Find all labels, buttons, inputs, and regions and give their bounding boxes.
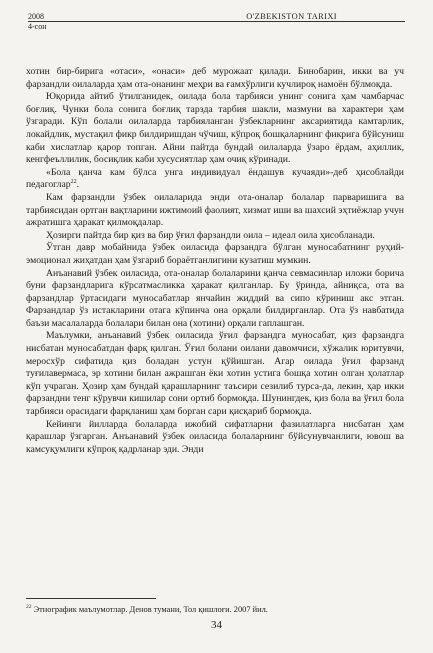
paragraph-8: Маълумки, анъанавий ўзбек оиласида ўғил фарзандга муносабат, қиз фарзандга нисбатан муносабатдан фарқ қилган. Ўғил болани оилани давомчиси, хўжалик юритувчи, мероcхўр сифатида қиз боладан устун қўйишган. Агар оилада ўғил фарзанд туғилавермаса, эр хотини билан ажрашган ёки хотин устига бошқа хотин олган ҳолатлар кўп учраган. Ҳозир ҳам бундай қарашларнинг таъсири сезилиб турса-да, лекин, ҳар икки фарзандни тенг кўрувчи кишилар сони ортиб бормоқда. Шунингдек, қиз бола ва ўғил бола тарбияси орасидаги фарқланиш ҳам борган сари қисқариб бормоқда. <box>26 330 404 418</box>
paragraph-5: Ҳозирги пайтда бир қиз ва бир ўғил фарзандли оила – идеал оила ҳисобланади. <box>46 229 375 241</box>
paragraph-1: хотин бир-бирига «отаси», «онаси» деб мурожаат қилади. Бинобарин, икки ва уч фарзандли оилаларда ҳам ота-онанинг меҳри ва ғамхўрлиги кучлироқ намоён бўлмоқда. <box>26 66 404 90</box>
header-journal-title: O'ZBEKISTON TARIXI <box>246 12 337 21</box>
paragraph-9: Кейинги йилларда болаларда ижобий сифатларни фазилатларга нисбатан ҳам қарашлар ўзгарган. Анъанавий ўзбек оиласида болаларнинг бўйсунувчанлиги, ювош ва камсуқумлиги кўпроқ қадрланар эди. Энди <box>26 418 404 455</box>
page-number: 34 <box>211 619 222 631</box>
footnote-ref-22: 22 <box>70 179 77 186</box>
paragraph-2: Юқорида айтиб ўтилганидек, оилада бола тарбияси унинг сонига ҳам чамбарчас боғлиқ. Чунки бола сонига боғлиқ тарзда тарбия шакли, мазмуни ва характери ҳам ўзгаради. Кўп болали оилаларда тарбияланган ўзбекларнинг аксариятида камтарлик, локайдлик, мустақил фикр билдиришдан чўчиш, кўпроқ бошқаларнинг фикрига бўйсуниш каби хислатлар қарор топган. Айни пайтда бундай оилаларда ўзаро ёрдам, аҳиллик, кенгфеъллилик, босиқлик каби хусусиятлар ҳам очиқ кўринади. <box>26 91 404 166</box>
body-text <box>26 66 404 456</box>
footnote-text: Этнографик маълумотлар. Денов тумани, Тол қишлоғи. 2007 йил. <box>33 604 268 614</box>
paragraph-3-text: «Бола қанча кам бўлса унга индивидуал ёндашув кучаяди»-деб ҳисоблайди педагоглар <box>26 166 404 191</box>
header-issue: 4-сон <box>28 22 47 31</box>
running-header <box>28 12 405 32</box>
paragraph-4: Кам фарзандли ўзбек оилаларида энди ота-оналар болалар парваришига ва тарбиясидан ортган вақтларини ижтимоий фаолият, хизмат иши ва шахсий эҳтиёжлар учун ажратишга ҳаракат қилмоқдалар. <box>26 191 404 229</box>
header-rule <box>28 21 405 22</box>
paragraph-6: Ўтган давр мобайнида ўзбек оиласида фарзандга бўлган муносабатнинг руҳий-эмоционал жиҳатдан ҳам ўзгариб бораётганлигини кузатиш мумкин. <box>26 242 404 266</box>
footnote-number: 22 <box>26 604 32 610</box>
paragraph-7: Анъанавий ўзбек оиласида, ота-оналар болаларини қанча севмасинлар иложи борича буни фарзандларига кўрсатмасликка ҳаракат қилганлар. Бу ўринда, айниқса, ота ва фарзандлар ўртасидаги муносабатлар янчайин жиддий ва сипо кўриниш акс этган. Фарзандлар ўз истакларини отага кўпинча она орқали билдирганлар. Ота ўз навбатида баъзи масалаларда болалари билан она (хотини) орқали гаплашган. <box>26 267 404 329</box>
paragraph-3: «Бола қанча кам бўлса унга индивидуал ёндашув кучаяди»-деб ҳисоблайди педагоглар$^{22}$. <box>26 166 404 191</box>
footnote <box>26 602 406 615</box>
footnote-rule <box>26 598 156 599</box>
header-year: 2008 <box>28 12 44 21</box>
